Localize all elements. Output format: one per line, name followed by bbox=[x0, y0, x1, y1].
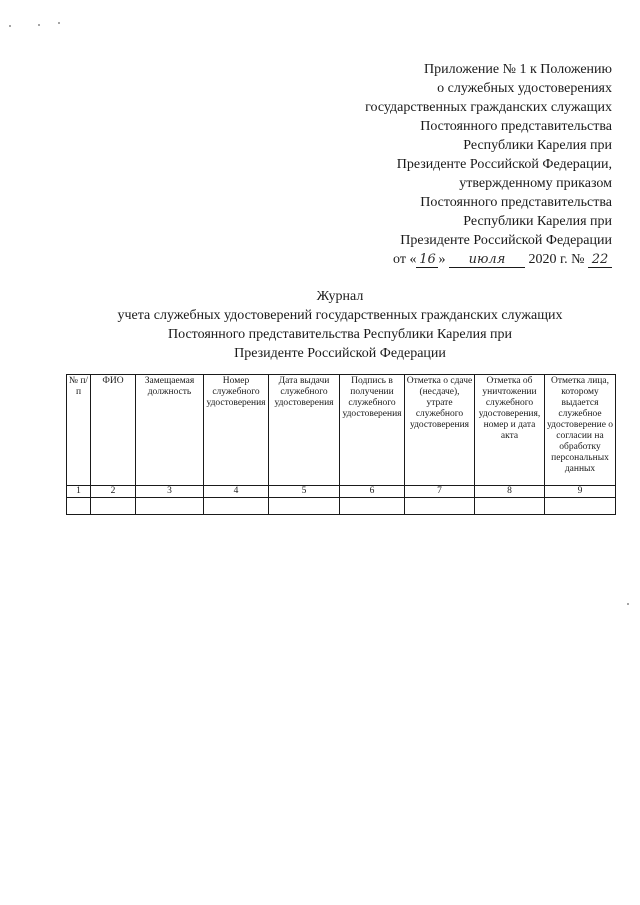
order-date-line bbox=[292, 250, 612, 269]
scan-speck bbox=[627, 603, 629, 605]
appendix-line: Приложение № 1 к Положению bbox=[423, 62, 612, 77]
column-header: № п/п bbox=[67, 375, 91, 486]
table-cell bbox=[67, 498, 91, 515]
column-number: 8 bbox=[475, 486, 545, 498]
table-cell bbox=[91, 498, 136, 515]
table-cell bbox=[204, 498, 269, 515]
column-header: Отметка лица, которому выдается служебное удостоверение о согласии на обработку персональных данных bbox=[545, 375, 616, 486]
column-number: 9 bbox=[545, 486, 616, 498]
date-prefix: от « bbox=[393, 252, 417, 267]
journal-subtitle: Президенте Российской Федерации bbox=[234, 346, 446, 361]
journal-subtitle: Постоянного представительства Республики Карелия при bbox=[167, 327, 512, 342]
column-number: 2 bbox=[91, 486, 136, 498]
journal-subtitle: учета служебных удостоверений государственных гражданских служащих bbox=[117, 308, 563, 323]
appendix-line: Постоянного представительства bbox=[420, 195, 612, 210]
table-cell bbox=[475, 498, 545, 515]
column-number: 4 bbox=[204, 486, 269, 498]
column-header: Подпись в получении служебного удостоверения bbox=[340, 375, 405, 486]
date-month-handwritten: июля bbox=[449, 253, 525, 268]
column-header: ФИО bbox=[91, 375, 136, 486]
order-number-handwritten: 22 bbox=[588, 253, 612, 268]
appendix-line: Республики Карелия при bbox=[463, 138, 612, 153]
table-header-row bbox=[67, 375, 616, 486]
column-number: 6 bbox=[340, 486, 405, 498]
column-header: Дата выдачи служебного удостоверения bbox=[269, 375, 340, 486]
table-row bbox=[67, 498, 616, 515]
column-header: Номер служебного удостоверения bbox=[204, 375, 269, 486]
table-cell bbox=[340, 498, 405, 515]
appendix-block bbox=[292, 60, 612, 269]
column-header: Отметка об уничтожении служебного удостоверения, номер и дата акта bbox=[475, 375, 545, 486]
date-year: 2020 г. № bbox=[528, 252, 585, 267]
date-mid: » bbox=[438, 252, 446, 267]
appendix-line: утвержденному приказом bbox=[459, 176, 612, 191]
column-number: 3 bbox=[136, 486, 204, 498]
journal-title: Журнал bbox=[316, 289, 364, 304]
journal-table bbox=[66, 374, 616, 515]
scan-speck bbox=[58, 22, 60, 24]
scan-speck bbox=[38, 24, 40, 26]
column-header: Отметка о сдаче (несдаче), утрате служебного удостоверения bbox=[405, 375, 475, 486]
journal-title-block bbox=[60, 287, 620, 363]
table-cell bbox=[269, 498, 340, 515]
column-number: 5 bbox=[269, 486, 340, 498]
column-header: Замещаемая должность bbox=[136, 375, 204, 486]
table-cell bbox=[136, 498, 204, 515]
appendix-line: Президенте Российской Федерации bbox=[400, 233, 612, 248]
table-cell bbox=[545, 498, 616, 515]
column-number-row bbox=[67, 486, 616, 498]
appendix-line: Республики Карелия при bbox=[463, 214, 612, 229]
scan-speck bbox=[9, 25, 11, 27]
date-day-handwritten: 16 bbox=[416, 253, 438, 268]
appendix-line: Президенте Российской Федерации, bbox=[396, 157, 612, 172]
appendix-line: государственных гражданских служащих bbox=[365, 100, 612, 115]
appendix-line: о служебных удостоверениях bbox=[437, 81, 612, 96]
appendix-line: Постоянного представительства bbox=[420, 119, 612, 134]
table-cell bbox=[405, 498, 475, 515]
column-number: 1 bbox=[67, 486, 91, 498]
column-number: 7 bbox=[405, 486, 475, 498]
